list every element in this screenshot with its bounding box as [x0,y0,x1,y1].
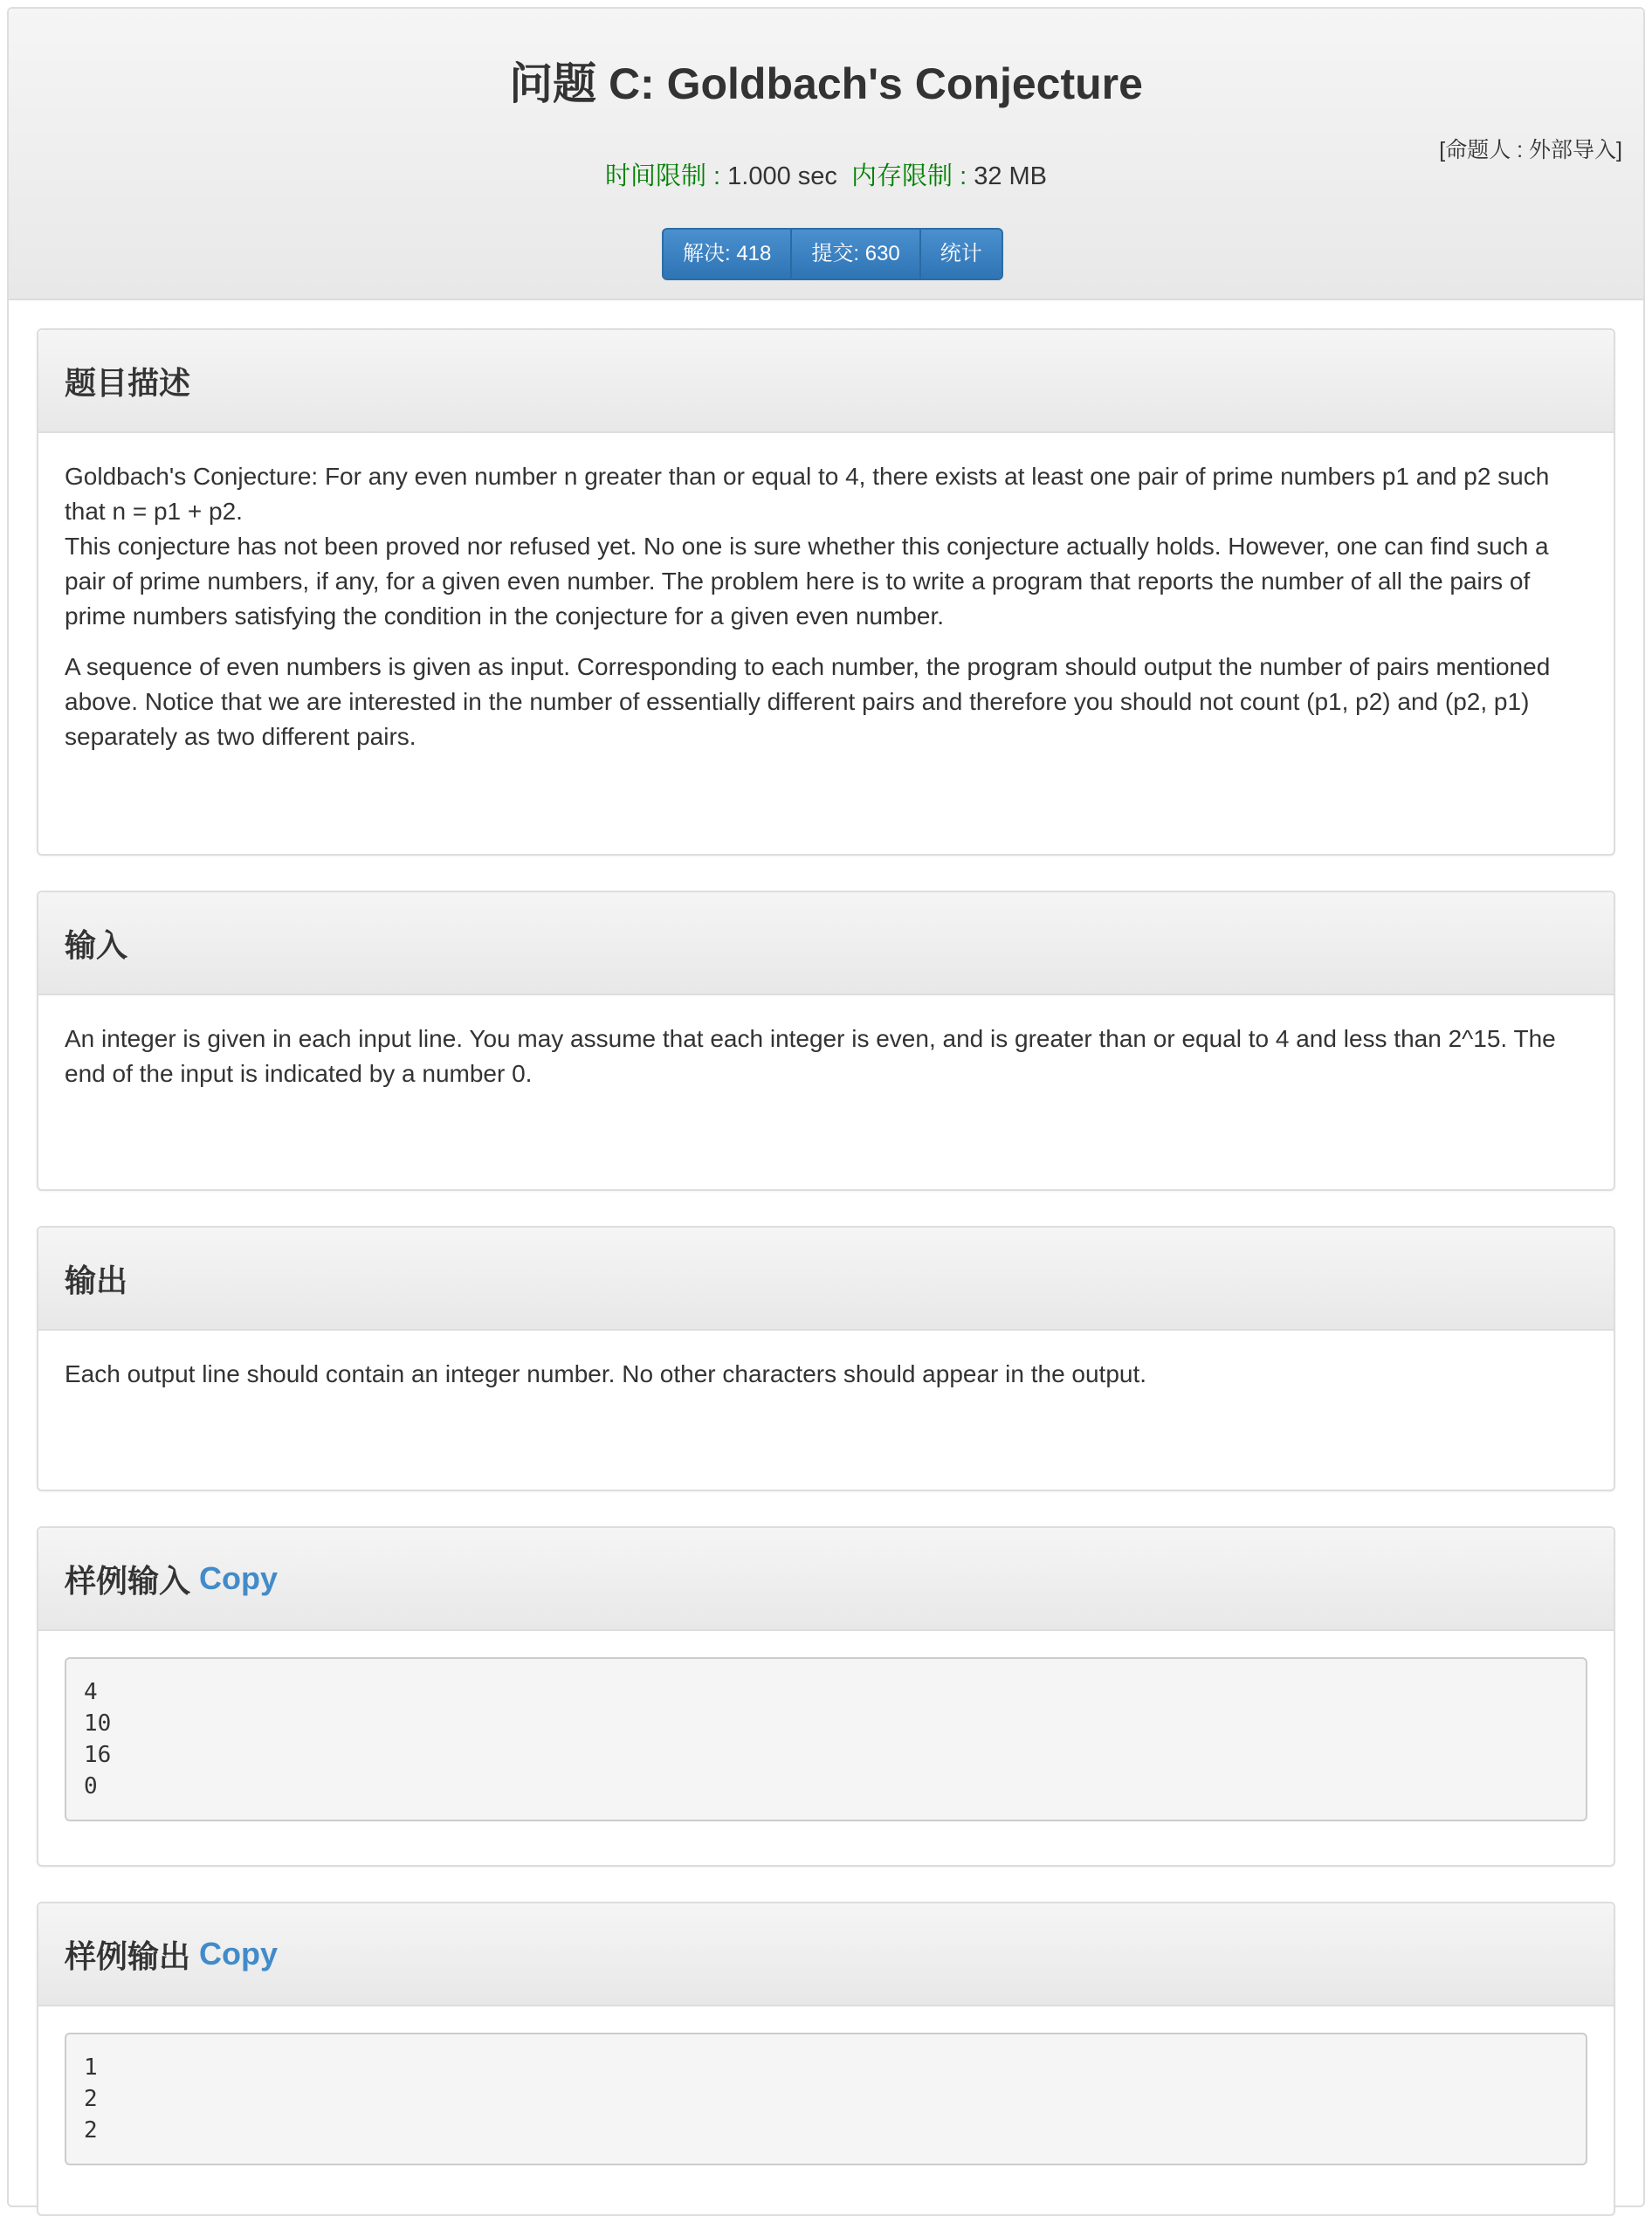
sample-input-body [38,1631,1614,1821]
author-label: [命题人 : 外部导入] [1439,138,1622,162]
description-panel [37,328,1615,856]
input-heading-bar [38,892,1614,995]
code-line: 0 [84,1773,98,1800]
code-line: 16 [84,1742,112,1768]
time-limit-value: 1.000 sec [727,162,837,190]
statistics-button[interactable]: 统计 [921,230,1002,279]
description-line-1: Goldbach's Conjecture: For any even number n greater than or equal to 4, there exists at least one pair of prime numbers p1 and p2 such that n = p1 + p2. [65,463,1550,525]
output-body [38,1331,1614,1392]
sample-input-copy-link[interactable]: Copy [199,1560,279,1596]
description-line-2: This conjecture has not been proved nor refused yet. No one is sure whether this conjecture actually holds. However, one can find such a pair of prime numbers, if any, for a given even number. The problem here is to write a program that reports the number of all the pairs of prime numbers satisfying the condition in the conjecture for a given even number. [65,533,1549,630]
sample-output-heading-bar [38,1903,1614,2006]
code-line: 2 [84,2086,98,2112]
output-heading-bar [38,1228,1614,1331]
description-heading-bar [38,330,1614,433]
sample-output-panel [37,1902,1615,2216]
description-paragraph-1 [65,459,1587,634]
input-text: An integer is given in each input line. You may assume that each integer is even, and is greater than or equal to 4 and less than 2^15. The end of the input is indicated by a number 0. [65,1025,1556,1087]
sample-output-code[interactable] [65,2033,1587,2165]
memory-limit-label: 内存限制 : [851,162,974,190]
input-heading: 输入 [65,926,128,963]
time-limit-label: 时间限制 : [604,162,728,190]
output-heading: 输出 [65,1262,128,1298]
submit-button[interactable]: 提交: 630 [792,230,920,279]
sample-input-heading: 样例输入 [65,1562,191,1599]
output-text: Each output line should contain an integer number. No other characters should appear in the output. [65,1360,1147,1387]
description-heading: 题目描述 [65,364,191,401]
input-body [38,995,1614,1091]
code-line: 2 [84,2117,98,2144]
stats-button-group [662,228,1003,280]
memory-limit-value: 32 MB [974,162,1048,190]
output-panel [37,1226,1615,1491]
sample-input-heading-bar [38,1528,1614,1631]
code-line: 1 [84,2054,98,2081]
sample-output-body [38,2006,1614,2165]
solved-button[interactable]: 解决: 418 [664,230,792,279]
input-panel [37,891,1615,1191]
problem-header [9,9,1643,300]
code-line: 10 [84,1710,112,1737]
description-body [38,433,1614,754]
description-paragraph-2: A sequence of even numbers is given as input. Corresponding to each number, the program should output the number of pairs mentioned above. Notice that we are interested in the number of essentially different pairs and therefore you should not count (p1, p2) and (p2, p1) separately as two different pairs. [65,653,1551,750]
problem-title: 问题 C: Goldbach's Conjecture [509,59,1143,108]
sample-input-panel [37,1526,1615,1867]
code-line: 4 [84,1679,98,1705]
sample-output-copy-link[interactable]: Copy [199,1936,279,1972]
sample-output-heading: 样例输出 [65,1937,191,1974]
sample-input-code[interactable] [65,1657,1587,1821]
limits-line [9,159,1643,194]
